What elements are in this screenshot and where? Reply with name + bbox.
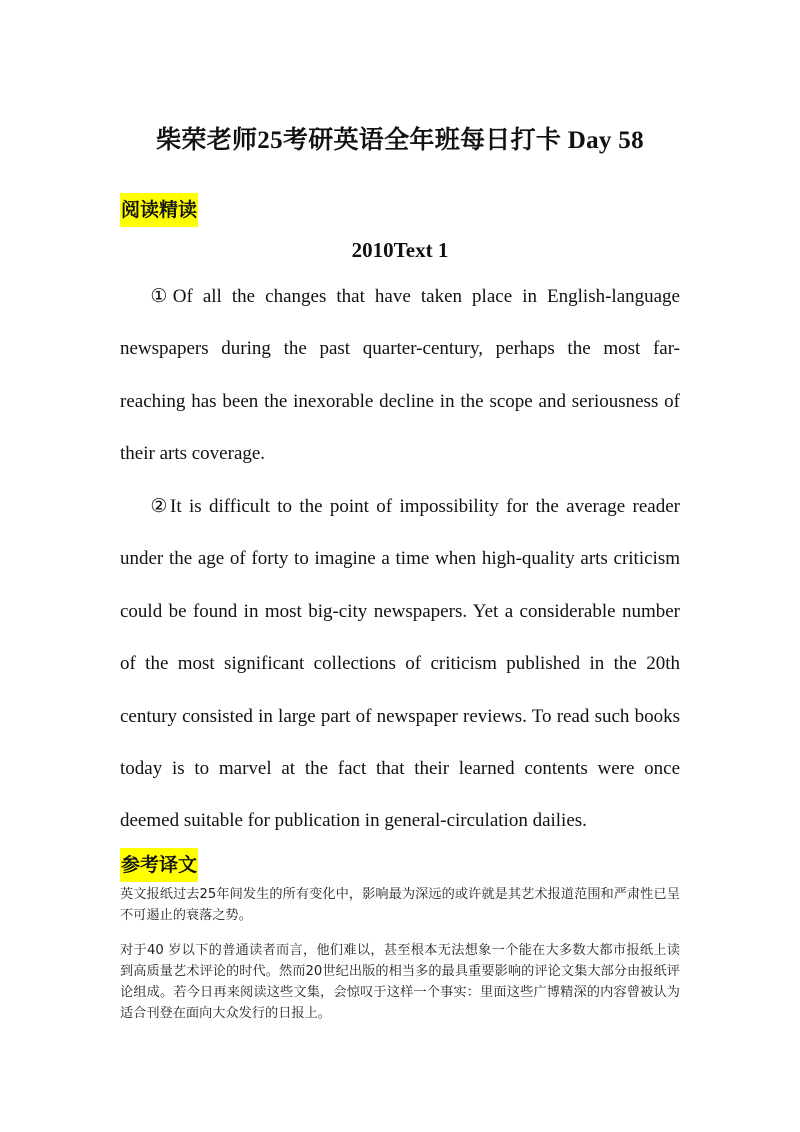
translation-paragraph-1: 英文报纸过去25年间发生的所有变化中，影响最为深远的或许就是其艺术报道范围和严肃性已呈不可遏止的衰落之势。: [120, 887, 680, 923]
passage-paragraph-1: ①Of all the changes that have taken place in English-language newspapers during the past quarter-century, perhaps the most far-reaching has been the inexorable decline in the scope and seriousness of their arts coverage.: [120, 286, 680, 465]
page-title: 柴荣老师25考研英语全年班每日打卡 Day 58: [156, 127, 644, 154]
translation-section-heading: 参考译文: [120, 848, 198, 882]
passage-paragraph-2: ②It is difficult to the point of impossibility for the average reader under the age of forty to imagine a time when high-quality arts criticism could be found in most big-city newspapers. Yet a considerable number of the most significant collections of criticism published in the 20th century consisted in large part of newspaper reviews. To read such books today is to marvel at the fact that their learned contents were once deemed suitable for publication in general-circulation dailies.: [120, 496, 680, 832]
translation-paragraph-2: 对于40 岁以下的普通读者而言，他们难以，甚至根本无法想象一个能在大多数大都市报纸上读到高质量艺术评论的时代。然而20世纪出版的相当多的最具重要影响的评论文集大部分由报纸评论组成。若今日再来阅读这些文集，会惊叹于这样一个事实：里面这些广博精深的内容曾被认为适合刊登在面向大众发行的日报上。: [120, 943, 680, 1021]
text-title: 2010Text 1: [351, 238, 449, 262]
reading-section-heading: 阅读精读: [120, 193, 198, 227]
